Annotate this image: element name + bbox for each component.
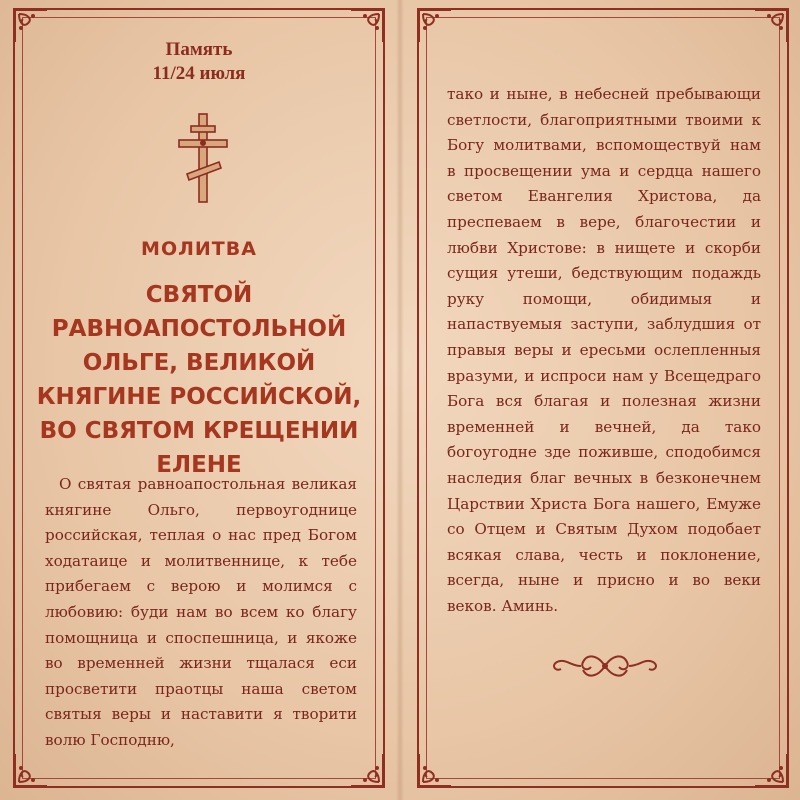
prayer-heading: МОЛИТВА bbox=[141, 238, 257, 260]
corner-ornament-icon bbox=[11, 750, 51, 790]
corner-ornament-icon bbox=[347, 750, 387, 790]
corner-ornament-icon bbox=[415, 6, 455, 46]
right-page bbox=[417, 8, 789, 788]
commemoration-date bbox=[15, 38, 383, 86]
page-fold bbox=[396, 0, 404, 800]
orthodox-cross-icon bbox=[175, 112, 231, 204]
memory-date: 11/24 июля bbox=[152, 63, 246, 84]
corner-ornament-icon bbox=[751, 6, 791, 46]
corner-ornament-icon bbox=[415, 750, 455, 790]
decorative-flourish-icon bbox=[547, 650, 663, 682]
memory-label: Память bbox=[165, 39, 233, 60]
left-page bbox=[13, 8, 385, 788]
saint-title: СВЯТОЙ РАВНОАПОСТОЛЬНОЙ ОЛЬГЕ, ВЕЛИКОЙ КНЯГИНЕ РОССИЙСКОЙ, ВО СВЯТОМ КРЕЩЕНИИ ЕЛЕНЕ bbox=[36, 282, 362, 478]
prayer-text-left: О святая равноапостольная великая княгине Ольго, первоугоднице российская, теплая о нас пред Богом ходатаице и молитвеннице, к тебе прибегаем с верою и молимся с любовию: буди нам во всем ко благу помощница и споспешница, и якоже во временней жизни тщалася еси просветити праотцы наша светом святыя веры и наставити я творити волю Господню, bbox=[45, 475, 357, 749]
prayer-text-right: тако и ныне, в небесней пребывающи светлости, благоприятными твоими к Богу молитвами, вспомоществуй нам в просвещении ума и сердца нашего светом Евангелия Христова, да преспеваем в вере, благочестии и любви Христове: в нищете и скорби сущия утеши, бедствующим подаждь руку помощи, обидимыя и напаствуемыя заступи, заблудшия от правыя веры и ересьми ослепленныя вразуми, и испроси нам у Всещедраго Бога вся благая и полезная жизни временней и вечней, да тако богоугодне зде поживше, сподобимся наследия благ вечных в безконечнем Царствии Христа Бога нашего, Емуже со Отцем и Святым Духом подобает всякая слава, честь и поклонение, всегда, ныне и присно и во веки веков. Аминь. bbox=[447, 85, 761, 615]
corner-ornament-icon bbox=[751, 750, 791, 790]
